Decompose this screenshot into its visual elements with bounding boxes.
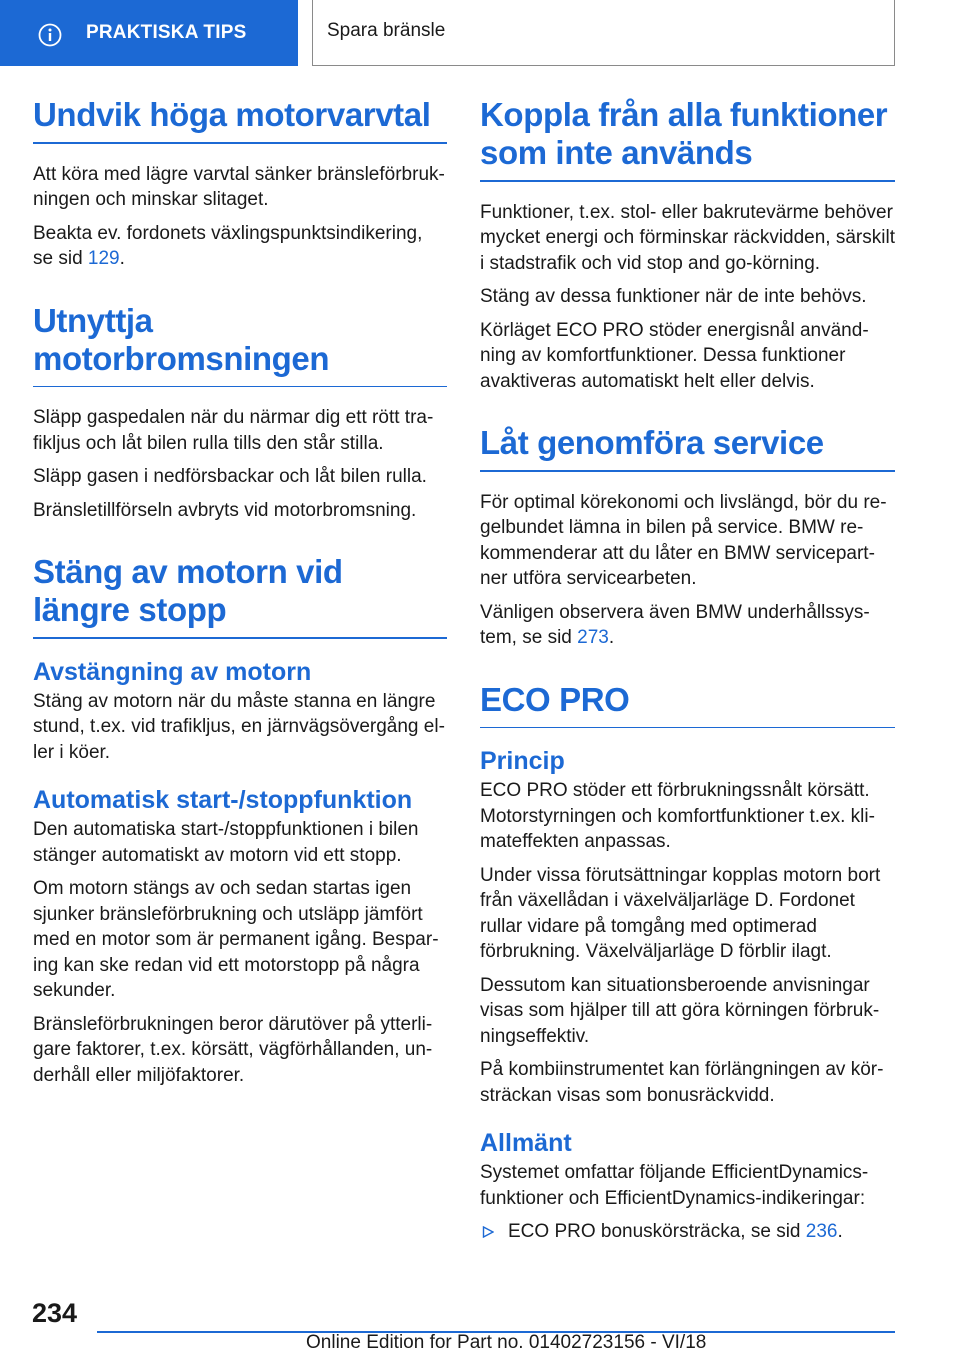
heading-eco-pro: ECO PRO [480,680,630,718]
paragraph: Släpp gaspedalen när du närmar dig ett rött trafikljus och låt bilen rulla tills den står stilla. [33,407,434,454]
subheading-auto-start-stop: Automatisk start-/stoppfunktion [33,786,413,814]
heading-rule [33,637,447,639]
right-column [480,96,895,1245]
subheading-engine-shutdown: Avstängning av motorn [33,657,312,686]
paragraph: Bränsleförbrukningen beror därutöver på ytterligare faktorer, t.ex. körsätt, vägförhållanden, underhåll eller miljöfaktorer. [33,1013,433,1086]
paragraph: För optimal körekonomi och livslängd, bör du regelbundet lämna in bilen på service. BMW rekommenderar att du låter en BMW servicepartner utföra servicearbeten. [480,491,887,589]
paragraph: Stäng av motorn när du måste stanna en längre stund, t.ex. vid trafikljus, en järnvägsövergång eller i köer. [33,690,445,763]
paragraph: Den automatiska start-/stoppfunktionen i bilen stänger automatiskt av motorn vid ett stopp. [33,819,419,866]
paragraph: Stäng av dessa funktioner när de inte behövs. [480,286,867,307]
section-label: PRAKTISKA TIPS [86,22,247,43]
edition-text: Online Edition for Part no. 01402723156 - VI/18 [306,1332,707,1353]
paragraph: Bränsletillförseln avbryts vid motorbromsning. [33,499,417,521]
heading-disable-functions: Koppla från alla funktioner som inte används [480,96,888,171]
paragraph: Dessutom kan situationsberoende anvisningar visas som hjälper till att göra körningen förbrukningseffektiv. [480,974,880,1047]
paragraph: Om motorn stängs av och sedan startas igen sjunker bränsleförbrukning och utsläpp jämfört med en motor som är permanent igång. Besparing kan ske redan vid ett motorstopp på några sekunder. [33,878,439,1001]
heading-engine-braking: Utnyttja motorbromsningen [33,301,330,377]
section-tab [0,0,298,66]
page-title-box [312,0,895,66]
triangle-right-icon [482,1226,494,1238]
heading-rule [33,386,447,388]
paragraph-text: Vänligen observera även BMW underhållssystem, se sid [480,601,870,648]
punctuation: . [837,1221,843,1242]
punctuation: . [119,248,125,269]
page-title: Spara bränsle [327,20,446,41]
subheading-principle: Princip [480,747,565,775]
page-number: 234 [32,1298,78,1328]
paragraph: Under vissa förutsättningar kopplas motorn bort från växellådan i växelväljarläge D. Fordonet rullar vidare på tomgång med optimerad förbrukning. Växelväljarläge D förblir ilagt. [480,864,881,962]
punctuation: . [608,627,615,648]
paragraph: Systemet omfattar följande EfficientDynamics-funktioner och EfficientDynamics-indikeringar: [480,1162,869,1209]
heading-rule [480,180,895,182]
heading-rule [480,727,895,729]
paragraph-with-link [33,221,447,272]
page-link-273[interactable]: 273 [577,627,609,648]
info-icon [38,23,62,47]
heading-avoid-high-rpm: Undvik höga motorvarvtal [33,96,431,133]
paragraph: ECO PRO stöder ett förbrukningssnålt körsätt. Motorstyrningen och komfortfunktioner t.ex. klimateffekten anpassas. [480,780,875,852]
page-header [0,0,960,66]
paragraph: Funktioner, t.ex. stol- eller bakrutevärme behöver mycket energi och förminskar räckvidden, särskilt i stadstrafik och vid stop and go-körning. [480,201,895,274]
left-column [33,96,447,1096]
paragraph-text: Beakta ev. fordonets växlingspunktsindikering, se sid [33,222,423,269]
subheading-general: Allmänt [480,1129,572,1157]
page-link-129[interactable]: 129 [87,248,120,269]
paragraph: På kombiinstrumentet kan förlängningen av körsträckan visas som bonusräckvidd. [480,1059,884,1106]
paragraph: Att köra med lägre varvtal sänker bränsleförbrukningen och minskar slitaget. [33,163,445,210]
paragraph: Körläget ECO PRO stöder energisnål användning av komfortfunktioner. Dessa funktioner avaktiveras automatiskt helt eller delvis. [480,319,869,392]
page-link-236[interactable]: 236 [805,1221,838,1242]
heading-stop-engine: Stäng av motorn vid längre stopp [33,553,343,628]
heading-rule [480,470,895,472]
list-item-text: ECO PRO bonuskörsträcka, se sid [508,1221,806,1242]
list-item [480,1219,895,1245]
heading-rule [33,142,447,144]
paragraph: Släpp gasen i nedförsbackar och låt bilen rulla. [33,466,427,487]
paragraph-with-link [480,600,895,651]
heading-service: Låt genomföra service [480,424,824,461]
